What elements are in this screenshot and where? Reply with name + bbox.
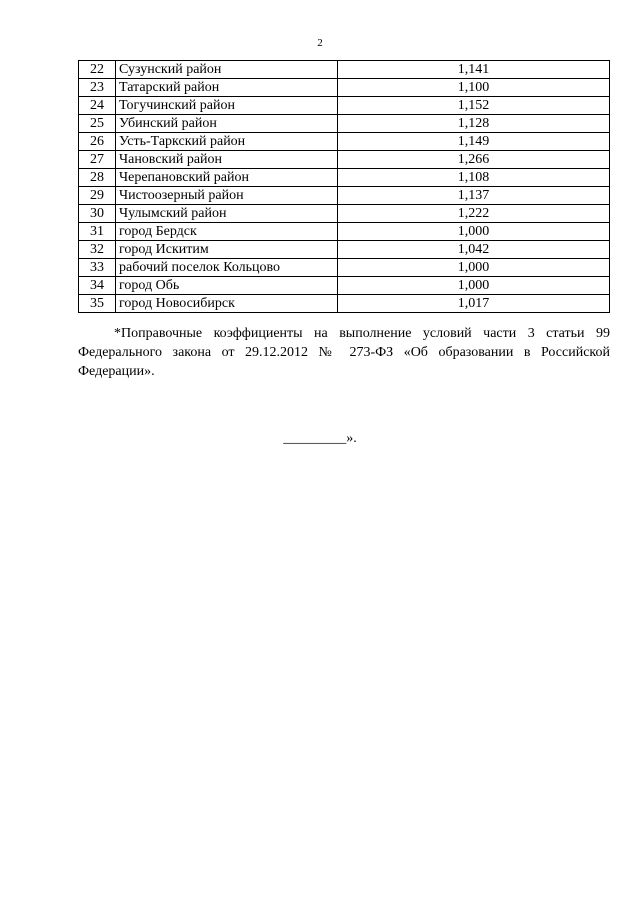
municipality-name: город Бердск	[116, 223, 338, 241]
row-number: 25	[79, 115, 116, 133]
row-number: 33	[79, 259, 116, 277]
municipality-name: Чистоозерный район	[116, 187, 338, 205]
coefficient-value: 1,149	[338, 133, 610, 151]
table-row	[79, 79, 610, 97]
table-row	[79, 205, 610, 223]
row-number: 32	[79, 241, 116, 259]
closing-mark: _________».	[283, 431, 357, 446]
row-number: 31	[79, 223, 116, 241]
municipality-name: Сузунский район	[116, 61, 338, 79]
municipality-name: Тогучинский район	[116, 97, 338, 115]
row-number: 29	[79, 187, 116, 205]
table-row	[79, 61, 610, 79]
coefficient-value: 1,266	[338, 151, 610, 169]
footnote: *Поправочные коэффициенты на выполнение условий части 3 статьи 99 Федерального закона от 29.12.2012 № 273-ФЗ «Об образовании в Российской Федерации».	[78, 326, 610, 379]
table-row	[79, 97, 610, 115]
coefficient-value: 1,137	[338, 187, 610, 205]
coefficient-value: 1,042	[338, 241, 610, 259]
coefficient-value: 1,141	[338, 61, 610, 79]
row-number: 26	[79, 133, 116, 151]
table-row	[79, 133, 610, 151]
coefficient-value: 1,108	[338, 169, 610, 187]
coefficient-value: 1,000	[338, 223, 610, 241]
row-number: 23	[79, 79, 116, 97]
coefficient-value: 1,128	[338, 115, 610, 133]
table-row	[79, 241, 610, 259]
coefficient-value: 1,017	[338, 295, 610, 313]
table-row	[79, 259, 610, 277]
municipality-name: Татарский район	[116, 79, 338, 97]
page-number: 2	[317, 37, 323, 49]
municipality-name: Черепановский район	[116, 169, 338, 187]
table-row	[79, 223, 610, 241]
municipality-name: Убинский район	[116, 115, 338, 133]
table-row	[79, 115, 610, 133]
row-number: 24	[79, 97, 116, 115]
municipality-name: город Новосибирск	[116, 295, 338, 313]
coefficient-value: 1,152	[338, 97, 610, 115]
row-number: 22	[79, 61, 116, 79]
table-row	[79, 277, 610, 295]
row-number: 34	[79, 277, 116, 295]
municipality-name: город Искитим	[116, 241, 338, 259]
row-number: 28	[79, 169, 116, 187]
table-row	[79, 187, 610, 205]
row-number: 27	[79, 151, 116, 169]
row-number: 30	[79, 205, 116, 223]
municipality-name: Чулымский район	[116, 205, 338, 223]
municipality-name: Чановский район	[116, 151, 338, 169]
coefficient-value: 1,222	[338, 205, 610, 223]
coefficients-table-body	[79, 61, 610, 313]
table-row	[79, 169, 610, 187]
table-row	[79, 151, 610, 169]
municipality-name: рабочий поселок Кольцово	[116, 259, 338, 277]
coefficient-value: 1,100	[338, 79, 610, 97]
coefficient-value: 1,000	[338, 277, 610, 295]
municipality-name: город Обь	[116, 277, 338, 295]
table-row	[79, 295, 610, 313]
coefficient-value: 1,000	[338, 259, 610, 277]
coefficients-table	[78, 60, 610, 313]
row-number: 35	[79, 295, 116, 313]
municipality-name: Усть-Таркский район	[116, 133, 338, 151]
